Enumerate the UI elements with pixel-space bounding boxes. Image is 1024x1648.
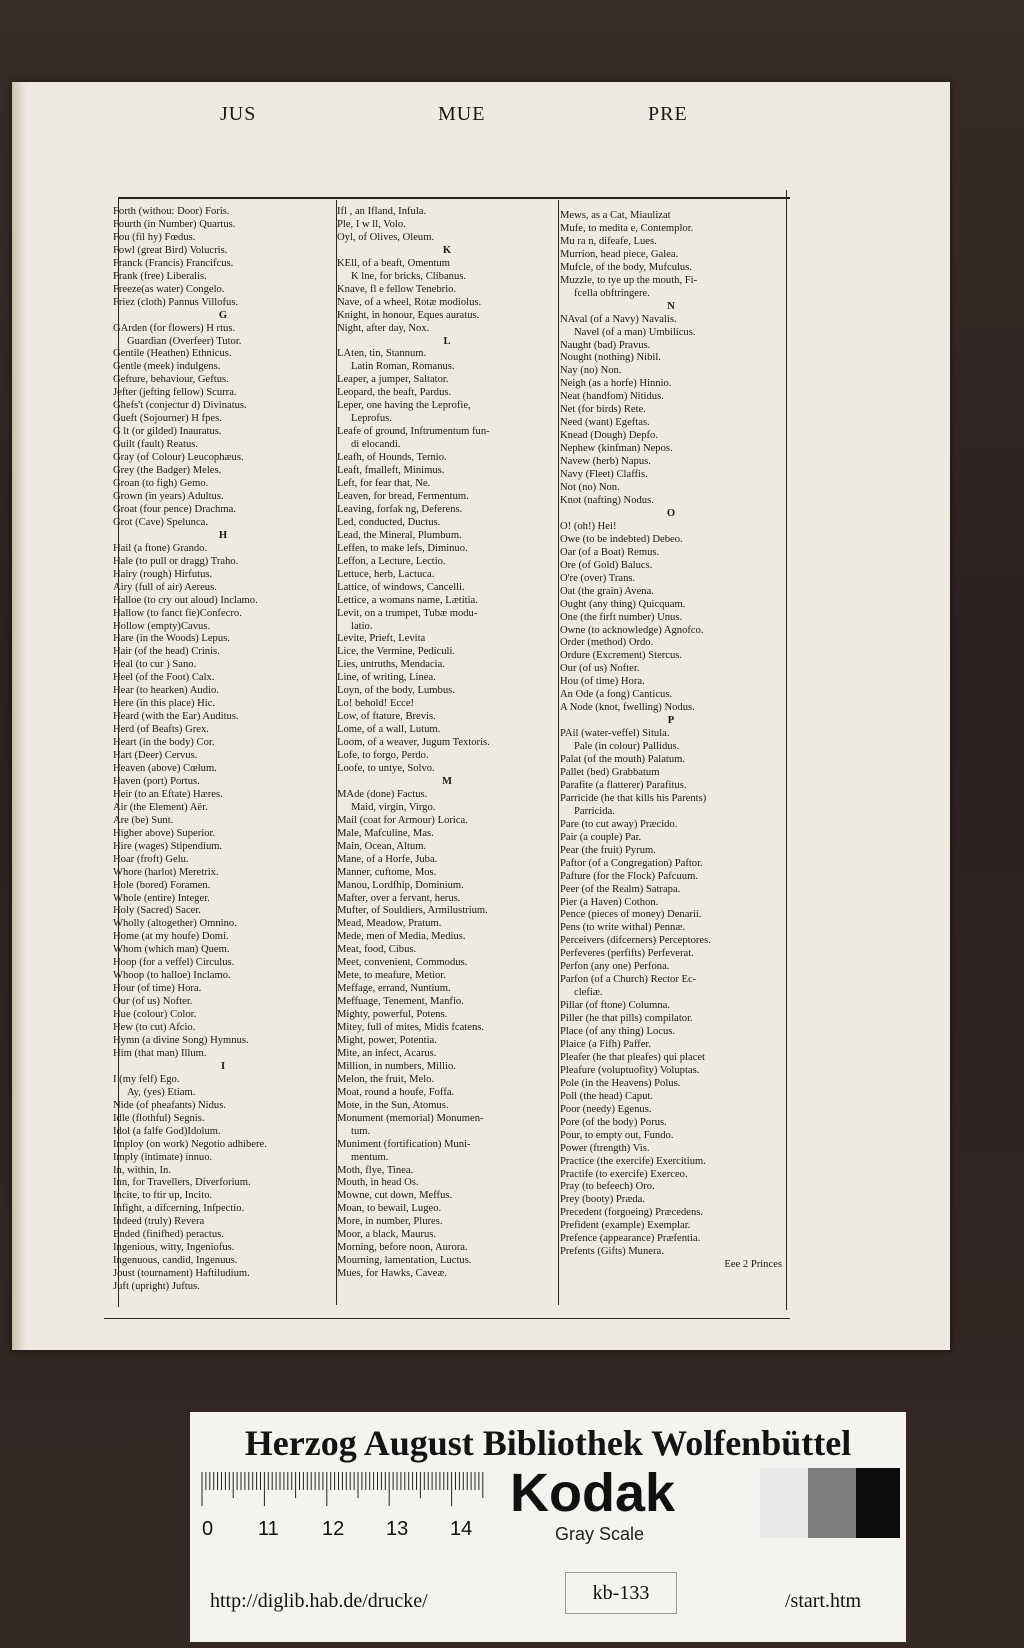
dictionary-entry: Prey (booty) Præda. <box>560 1194 646 1206</box>
dictionary-entry: Leffen, to make lefs, Diminuo. <box>337 542 468 554</box>
dictionary-entry: Mowne, cut down, Meffus. <box>337 1190 453 1202</box>
running-head-right: PRE <box>648 103 688 125</box>
dictionary-entry: Leaving, forfak ng, Deferens. <box>337 503 463 515</box>
dictionary-entry: Not (no) Non. <box>560 482 620 494</box>
dictionary-entry: Mues, for Hawks, Caveæ. <box>337 1268 448 1280</box>
dictionary-entry: Manner, cuftome, Mos. <box>337 866 437 878</box>
dictionary-entry: Precedent (forgoeing) Præcedens. <box>560 1207 704 1219</box>
dictionary-entry: Gentle (meek) indulgens. <box>113 361 221 373</box>
dictionary-entry: Halloe (to cry out aloud) Inclamo. <box>113 594 258 606</box>
dictionary-entry: Hymn (a divine Song) Hymnus. <box>113 1035 249 1046</box>
dictionary-entry: Low, of ftature, Brevis. <box>337 711 436 723</box>
dictionary-entry: Pole (in the Heavens) Polus. <box>560 1077 681 1089</box>
dictionary-entry: Ore (of Gold) Balucs. <box>560 559 653 571</box>
dictionary-entry: Hoar (froft) Gelu. <box>113 853 189 865</box>
dictionary-entry: Hoop (for a veffel) Circulus. <box>113 957 235 969</box>
dictionary-entry: Him (that man) Illum. <box>113 1047 207 1059</box>
dictionary-entry: Plaice (a Fifh) Paffer. <box>560 1039 651 1050</box>
dictionary-entry: Left, for fear that, Ne. <box>337 478 431 490</box>
dictionary-entry: Lice, the Vermine, Pediculi. <box>337 646 456 658</box>
dictionary-entry: In, within, In. <box>113 1164 171 1176</box>
dictionary-entry: Imploy (on work) Negotio adhibere. <box>113 1138 267 1150</box>
dictionary-entry: Ghefs't (conjectur d) Divinatus. <box>113 400 247 412</box>
header-rule <box>118 197 790 199</box>
dictionary-entry: Ought (any thing) Quicquam. <box>560 598 686 610</box>
signature-catchword: Eee 2 Princes <box>724 1259 782 1271</box>
dictionary-entry: Led, conducted, Ductus. <box>337 516 441 528</box>
dictionary-entry: Prefence (appearance) Præfentia. <box>560 1233 701 1245</box>
dictionary-entry: Ple, I w ll, Volo. <box>337 218 406 230</box>
dictionary-entry: Are (be) Sunt. <box>113 814 174 826</box>
dictionary-entry: Leaven, for bread, Fermentum. <box>337 490 469 502</box>
dictionary-entry: Infight, a difcerning, Infpectio. <box>113 1203 245 1215</box>
dictionary-entry: Grown (in years) Adultus. <box>113 490 224 502</box>
dictionary-entry: Melon, the fruit, Melo. <box>337 1073 435 1085</box>
dictionary-entry: Leffon, a Lecture, Lectio. <box>337 555 446 567</box>
dictionary-entry: Mote, in the Sun, Atomus. <box>337 1099 449 1111</box>
dictionary-entry: Franck (Francis) Francifcus. <box>113 257 234 269</box>
dictionary-entry: tum. <box>351 1125 371 1137</box>
dictionary-entry: Naught (bad) Pravus. <box>560 339 651 351</box>
dictionary-entry: Hollow (empty)Cavus. <box>113 620 211 632</box>
page-edge <box>12 82 26 1350</box>
dictionary-entry: Parafite (a flatterer) Parafitus. <box>560 779 687 791</box>
section-letter: H <box>218 529 228 541</box>
dictionary-entry: Navel (of a man) Umbilicus. <box>574 326 696 338</box>
dictionary-entry: Maid, virgin, Virgo. <box>351 801 436 813</box>
dictionary-entry: Prefents (Gifts) Munera. <box>560 1246 664 1258</box>
dictionary-entry: fcella obftringere. <box>574 287 650 299</box>
dictionary-entry: A Node (knot, fwelling) Nodus. <box>560 702 695 714</box>
dictionary-entry: Leafh, of Hounds, Ternio. <box>337 452 447 464</box>
dictionary-entry: MAde (done) Factus. <box>337 788 428 800</box>
dictionary-entry: Fowl (great Bird) Volucris. <box>113 244 228 256</box>
dictionary-entry: Knight, in honour, Eques auratus. <box>337 309 480 321</box>
ruler-ticks <box>200 1472 490 1508</box>
dictionary-entry: Mourning, lamentation, Luctus. <box>337 1255 472 1267</box>
dictionary-entry: Pore (of the body) Porus. <box>560 1116 667 1128</box>
dictionary-entry: Muniment (fortification) Muni- <box>337 1138 471 1150</box>
dictionary-entry: Leprofus. <box>351 413 392 425</box>
url-suffix: /start.htm <box>785 1590 862 1612</box>
dictionary-entry: PAil (water-veffel) Situla. <box>560 728 670 740</box>
dictionary-entry: Mite, an infect, Acarus. <box>337 1047 437 1059</box>
dictionary-entry: Morning, before noon, Aurora. <box>337 1242 468 1254</box>
dictionary-entry: Air (the Element) Aër. <box>113 801 208 813</box>
dictionary-entry: Mighty, powerful, Potens. <box>337 1009 448 1021</box>
ruler-number: 0 <box>202 1518 214 1540</box>
running-head <box>108 103 788 133</box>
dictionary-entry: Nide (of pheafants) Nidus. <box>113 1099 226 1111</box>
gray-swatch-mid <box>808 1468 856 1538</box>
dictionary-entry: Nay (no) Non. <box>560 365 622 377</box>
dictionary-entry: Guardian (Overfeer) Tutor. <box>127 335 242 347</box>
dictionary-entry: Mews, as a Cat, Miaulizat <box>560 210 671 221</box>
dictionary-entry: Oat (the grain) Avena. <box>560 585 654 597</box>
dictionary-entry: Indeed (truly) Revera <box>113 1216 205 1228</box>
dictionary-entry: Leper, one having the Leprofie, <box>337 400 471 412</box>
gray-swatch-black <box>856 1468 900 1538</box>
dictionary-entry: Ay, (yes) Etiam. <box>127 1086 196 1098</box>
dictionary-entry: Hart (Deer) Cervus. <box>113 750 198 762</box>
dictionary-entry: Neat (handfom) Nitidus. <box>560 391 664 403</box>
dictionary-entry: Owe (to be indebted) Debeo. <box>560 533 683 545</box>
shelf-code: kb-133 <box>565 1572 677 1614</box>
dictionary-entry: Perceivers (difcerners) Perceptores. <box>560 935 711 947</box>
dictionary-entry: Pray (to befeech) Oro. <box>560 1181 655 1193</box>
dictionary-entry: NAval (of a Navy) Navalis. <box>560 313 677 325</box>
right-border <box>786 190 787 1310</box>
dictionary-entry: Gray (of Colour) Leucophæus. <box>113 452 244 464</box>
dictionary-entry: Higher above) Superior. <box>113 827 216 839</box>
library-name: Herzog August Bibliothek Wolfenbüttel <box>244 1423 852 1463</box>
dictionary-entry: LAten, tin, Stannum. <box>337 348 427 360</box>
dictionary-entry: Pour, to empty out, Fundo. <box>560 1129 674 1141</box>
dictionary-entry: Ordure (Excrement) Stercus. <box>560 650 683 662</box>
dictionary-entry: Lo! behold! Ecce! <box>337 698 415 710</box>
dictionary-entry: Whom (which man) Quem. <box>113 944 230 956</box>
dictionary-entry: Mete, to meafure, Metior. <box>337 970 446 982</box>
dictionary-entry: Hair (of the head) Crinis. <box>113 646 220 658</box>
dictionary-entry: Moth, flye, Tinea. <box>337 1164 414 1176</box>
column-divider-2 <box>558 200 559 1305</box>
dictionary-entry: Mufe, to medita e, Contemplor. <box>560 222 694 234</box>
dictionary-entry: Peer (of the Realm) Satrapa. <box>560 883 681 895</box>
dictionary-entry: Mede, men of Media, Medius. <box>337 931 466 943</box>
dictionary-entry: Leopard, the beaft, Pardus. <box>337 387 452 399</box>
dictionary-entry: Holy (Sacred) Sacer. <box>113 905 201 917</box>
dictionary-entry: Pair (a couple) Par. <box>560 831 642 843</box>
dictionary-entry: Whore (harlot) Meretrix. <box>113 866 219 878</box>
dictionary-entry: Moan, to bewail, Lugeo. <box>337 1203 442 1215</box>
dictionary-entry: Moor, a black, Maurus. <box>337 1229 437 1241</box>
dictionary-entry: KEll, of a beaft, Omentum <box>337 257 450 269</box>
dictionary-entry: Forth (withou: Door) Foris. <box>113 206 230 217</box>
dictionary-entry: Moat, round a houfe, Foffa. <box>337 1086 455 1098</box>
dictionary-entry: Heart (in the body) Cor. <box>113 737 215 749</box>
kodak-logo: Kodak <box>510 1463 676 1523</box>
dictionary-entry: mentum. <box>351 1151 389 1163</box>
dictionary-entry: Levite, Prieft, Levita <box>337 633 426 645</box>
dictionary-entry: Whoop (to halloe) Inclamo. <box>113 970 231 982</box>
dictionary-entry: Net (for birds) Rete. <box>560 404 646 416</box>
dictionary-entry: Mu ra n, difeafe, Lues. <box>560 235 657 247</box>
dictionary-entry: Meffuage, Tenement, Manfio. <box>337 996 464 1008</box>
running-head-left: JUS <box>220 103 257 125</box>
section-letter: L <box>443 335 451 347</box>
dictionary-entry: Manou, Lordfhip, Dominium. <box>337 879 464 891</box>
dictionary-entry: Home (at my houfe) Domi. <box>113 931 229 943</box>
dictionary-entry: Neigh (as a horfe) Hinnio. <box>560 378 672 390</box>
dictionary-entry: Palat (of the mouth) Palatum. <box>560 754 686 766</box>
dictionary-entry: Meffage, errand, Nuntium. <box>337 983 451 995</box>
dictionary-entry: Idol (a falfe God)Idolum. <box>113 1125 221 1137</box>
dictionary-entry: Pale (in colour) Pallidus. <box>574 741 680 753</box>
gray-swatch-white <box>760 1468 808 1538</box>
dictionary-entry: Leaper, a jumper, Saltator. <box>337 374 449 386</box>
dictionary-entry: Fourth (in Number) Quartus. <box>113 218 236 230</box>
dictionary-entry: Lettice, a womans name, Lætitia. <box>337 594 478 606</box>
dictionary-entry: Hue (colour) Color. <box>113 1009 197 1021</box>
dictionary-entry: Herd (of Beafts) Grex. <box>113 724 209 736</box>
ruler-number: 12 <box>322 1518 345 1540</box>
dictionary-entry: Ended (finifhed) peractus. <box>113 1229 224 1241</box>
ruler-number: 13 <box>386 1518 409 1540</box>
dictionary-entry: Pear (the fruit) Pyrum. <box>560 844 656 856</box>
section-letter: P <box>667 715 675 727</box>
dictionary-entry: Jefter (jefting fellow) Scurra. <box>113 387 237 399</box>
dictionary-entry: Idle (flothful) Segnis. <box>113 1112 205 1124</box>
ruler-number: 14 <box>450 1518 473 1540</box>
dictionary-entry: Mead, Meadow, Pratum. <box>337 918 442 930</box>
dictionary-entry: Loom, of a weaver, Jugum Textoris. <box>337 737 490 749</box>
dictionary-entry: Parricida. <box>574 805 615 817</box>
dictionary-entry: Leaft, fmalleft, Minimus. <box>337 465 445 477</box>
dictionary-entry: Prefident (example) Exemplar. <box>560 1220 691 1232</box>
dictionary-entry: Pence (pieces of money) Denarii. <box>560 909 702 921</box>
dictionary-entry: Knead (Dough) Depfo. <box>560 430 658 442</box>
dictionary-entry: Incite, to ftir up, Incito. <box>113 1190 213 1202</box>
dictionary-entry: Here (in this place) Hic. <box>113 698 216 710</box>
dictionary-entry: Gentile (Heathen) Ethnicus. <box>113 348 232 360</box>
dictionary-entry: Main, Ocean, Altum. <box>337 840 427 852</box>
dictionary-entry: Ingenuous, candid, Ingenuus. <box>113 1255 238 1267</box>
dictionary-entry: Grey (the Badger) Meles. <box>113 465 222 477</box>
dictionary-entry: Friez (cloth) Pannus Villofus. <box>113 296 239 308</box>
column-jus <box>113 206 333 1294</box>
dictionary-entry: Ingenious, witty, Ingeniofus. <box>113 1242 235 1254</box>
dictionary-entry: Knave, fl e fellow Tenebrio. <box>337 283 457 295</box>
dictionary-entry: Perfeveres (perfifts) Perfeverat. <box>560 948 694 960</box>
dictionary-entry: Heal (to cur ) Sano. <box>113 659 197 671</box>
dictionary-entry: Pillar (of ftone) Columna. <box>560 1000 671 1012</box>
dictionary-entry: Pallet (bed) Grabbatum <box>560 766 660 778</box>
dictionary-entry: Hew (to cut) Afcio. <box>113 1022 196 1034</box>
dictionary-entry: Imply (intimate) innuo. <box>113 1151 213 1163</box>
dictionary-entry: Place (of any thing) Locus. <box>560 1026 676 1038</box>
dictionary-entry: Inn, for Travellers, Diverforium. <box>113 1177 251 1189</box>
dictionary-entry: Lofe, to forgo, Perdo. <box>337 750 429 762</box>
dictionary-entry: Our (of us) Nofter. <box>113 996 193 1008</box>
section-letter: M <box>442 775 452 787</box>
dictionary-entry: Gueft (Sojourner) H fpes. <box>113 413 222 425</box>
footer-rule <box>104 1318 790 1319</box>
dictionary-entry: Line, of writing, Linea. <box>337 672 436 684</box>
dictionary-entry: Owne (to acknowledge) Agnofco. <box>560 624 704 636</box>
dictionary-entry: Latin Roman, Romanus. <box>351 361 455 373</box>
section-letter: N <box>667 300 675 312</box>
dictionary-entry: G lt (or gilded) Inauratus. <box>113 426 222 438</box>
section-letter: G <box>218 309 228 321</box>
dictionary-entry: Hallow (to fanct fie)Confecro. <box>113 607 242 619</box>
dictionary-entry: Hairy (rough) Hirfutus. <box>113 568 213 580</box>
dictionary-entry: Lies, untruths, Mendacia. <box>337 659 445 671</box>
dictionary-entry: Joust (tournament) Haftiludium. <box>113 1268 250 1280</box>
dictionary-entry: Male, Mafculine, Mas. <box>337 827 434 839</box>
dictionary-entry: Levit, on a trumpet, Tubæ modu- <box>337 607 478 619</box>
dictionary-entry: Meat, food, Cibus. <box>337 944 417 956</box>
dictionary-entry: O! (oh!) Hei! <box>560 520 617 532</box>
section-letter: I <box>220 1060 226 1072</box>
dictionary-entry: Lead, the Mineral, Plumbum. <box>337 529 462 541</box>
dictionary-entry: Lattice, of windows, Cancelli. <box>337 581 465 593</box>
dictionary-entry: Freeze(as water) Congelo. <box>113 283 225 295</box>
dictionary-entry: Murrion, head piece, Galea. <box>560 248 679 260</box>
dictionary-entry: Fou (fil hy) Fœdus. <box>113 231 196 243</box>
dictionary-entry: Loofe, to untye, Solvo. <box>337 762 435 774</box>
dictionary-entry: Frank (free) Liberalis. <box>113 270 207 282</box>
dictionary-entry: Mouth, in head Os. <box>337 1177 419 1189</box>
dictionary-entry: Hare (in the Woods) Lepus. <box>113 633 230 645</box>
dictionary-entry: Lettuce, herb, Lactuca. <box>337 568 435 580</box>
dictionary-entry: K lne, for bricks, Clibanus. <box>351 270 467 282</box>
dictionary-entry: Hail (a ftone) Grando. <box>113 542 208 554</box>
dictionary-entry: Haven (port) Portus. <box>113 775 200 787</box>
dictionary-entry: Poll (the head) Caput. <box>560 1090 653 1102</box>
dictionary-entry: Nave, of a wheel, Rotæ modiolus. <box>337 296 482 308</box>
column-pre <box>560 210 782 1272</box>
dictionary-entry: Mitey, full of mites, Midis fcatens. <box>337 1022 485 1034</box>
dictionary-entry: Nought (nothing) Nibil. <box>560 352 661 364</box>
dictionary-entry: Airy (full of air) Aereus. <box>113 581 217 593</box>
dictionary-entry: Groat (four pence) Drachma. <box>113 503 236 515</box>
section-letter: O <box>666 507 676 519</box>
dictionary-entry: latio. <box>351 620 373 632</box>
dictionary-entry: O're (over) Trans. <box>560 572 636 584</box>
dictionary-entry: Mafter, over a fervant, herus. <box>337 892 461 904</box>
dictionary-entry: Order (method) Ordo. <box>560 637 654 649</box>
dictionary-entry: Pare (to cut away) Præcido. <box>560 818 678 830</box>
section-letter: K <box>442 244 452 256</box>
dictionary-entry: Gefture, behaviour, Geftus. <box>113 374 229 386</box>
dictionary-entry: An Ode (a fong) Canticus. <box>560 689 673 701</box>
dictionary-entry: Lome, of a wall, Lutum. <box>337 724 441 736</box>
dictionary-entry: Pafture (for the Flock) Pafcuum. <box>560 870 698 882</box>
ruler <box>200 1470 490 1546</box>
dictionary-entry: Mane, of a Horfe, Juba. <box>337 853 438 865</box>
dictionary-entry: Loyn, of the body, Lumbus. <box>337 685 455 697</box>
dictionary-entry: Leafe of ground, Inftrumentum fun- <box>337 426 490 438</box>
dictionary-entry: Hire (wages) Stipendium. <box>113 840 223 852</box>
dictionary-entry: Monument (memorial) Monumen- <box>337 1112 484 1124</box>
dictionary-entry: Guilt (fault) Reatus. <box>113 439 199 451</box>
dictionary-entry: di elocandi. <box>351 439 401 451</box>
dictionary-entry: Hou (of time) Hora. <box>560 676 645 688</box>
dictionary-entry: Parricide (he that kills his Parents) <box>560 792 707 804</box>
dictionary-entry: Heaven (above) Cœlum. <box>113 762 217 774</box>
dictionary-entry: Mufter, of Souldiers, Armilustrium. <box>337 905 488 917</box>
dictionary-entry: Pens (to write withal) Pennæ. <box>560 922 686 934</box>
gray-scale-label: Gray Scale <box>555 1524 645 1544</box>
dictionary-entry: Nephew (kinfman) Nepos. <box>560 443 673 455</box>
dictionary-entry: I (my felf) Ego. <box>113 1073 180 1085</box>
dictionary-entry: Oar (of a Boat) Remus. <box>560 546 660 558</box>
dictionary-entry: Pleafer (he that pleafes) qui placet <box>560 1051 706 1063</box>
dictionary-entry: Wholly (altogether) Omnino. <box>113 918 237 930</box>
color-calibration-card <box>190 1412 906 1642</box>
dictionary-entry: Poor (needy) Egenus. <box>560 1103 652 1115</box>
dictionary-entry: Pleafure (voluptuofity) Voluptas. <box>560 1064 700 1076</box>
dictionary-entry: Our (of us) Nofter. <box>560 663 640 675</box>
dictionary-entry: Practife (to exercife) Exerceo. <box>560 1168 688 1180</box>
dictionary-entry: Oyl, of Olives, Oleum. <box>337 231 435 243</box>
dictionary-entry: Need (want) Egeftas. <box>560 417 650 429</box>
dictionary-entry: Groan (to figh) Gemo. <box>113 478 209 490</box>
dictionary-entry: Night, after day, Nox. <box>337 322 430 334</box>
dictionary-entry: Heard (with the Ear) Auditus. <box>113 711 239 723</box>
ruler-number: 11 <box>258 1518 279 1540</box>
ruler-numbers <box>200 1518 490 1540</box>
dictionary-entry: Knot (nafting) Nodus. <box>560 494 654 506</box>
dictionary-entry: Parfon (of a Church) Rector Ec- <box>560 974 697 986</box>
dictionary-entry: clefiæ. <box>574 987 603 999</box>
dictionary-entry: Ifl , an Ifland, Infula. <box>337 206 427 217</box>
source-url: http://diglib.hab.de/drucke/ <box>210 1590 428 1612</box>
dictionary-entry: Hale (to pull or dragg) Traho. <box>113 555 239 567</box>
dictionary-entry: Practice (the exercife) Exercitium. <box>560 1155 706 1167</box>
dictionary-entry: Hour (of time) Hora. <box>113 983 202 995</box>
dictionary-entry: Might, power, Potentia. <box>337 1035 437 1046</box>
dictionary-entry: Paftor (of a Congregation) Paftor. <box>560 857 703 869</box>
dictionary-entry: Piller (he that pills) compilator. <box>560 1013 693 1025</box>
column-mue <box>337 206 557 1281</box>
dictionary-entry: Perfon (any one) Perfona. <box>560 961 670 973</box>
dictionary-entry: Juft (upright) Juftus. <box>113 1281 200 1293</box>
dictionary-entry: Heir (to an Eftate) Hæres. <box>113 788 223 800</box>
dictionary-entry: Mail (coat for Armour) Lorica. <box>337 814 468 826</box>
dictionary-entry: Whole (entire) Integer. <box>113 892 210 904</box>
dictionary-entry: Muzzle, to tye up the mouth, Fi- <box>560 274 698 286</box>
dictionary-entry: More, in number, Plures. <box>337 1216 443 1228</box>
dictionary-entry: Meet, convenient, Commodus. <box>337 957 468 969</box>
dictionary-entry: Hole (bored) Foramen. <box>113 879 211 891</box>
dictionary-entry: GArden (for flowers) H rtus. <box>113 322 236 334</box>
dictionary-entry: Mufcle, of the body, Mufculus. <box>560 261 693 273</box>
dictionary-entry: Million, in numbers, Millio. <box>337 1060 456 1072</box>
dictionary-entry: Hear (to hearken) Audio. <box>113 685 219 697</box>
dictionary-entry: Navew (herb) Napus. <box>560 456 651 468</box>
dictionary-entry: Power (ftrength) Vis. <box>560 1142 650 1154</box>
dictionary-entry: Heel (of the Foot) Calx. <box>113 672 215 684</box>
dictionary-entry: Navy (Fleet) Claffis. <box>560 469 648 481</box>
dictionary-entry: One (the firft number) Unus. <box>560 611 683 623</box>
dictionary-entry: Grot (Cave) Spelunca. <box>113 516 209 528</box>
running-head-center: MUE <box>438 103 486 125</box>
dictionary-entry: Pier (a Haven) Cothon. <box>560 896 659 908</box>
